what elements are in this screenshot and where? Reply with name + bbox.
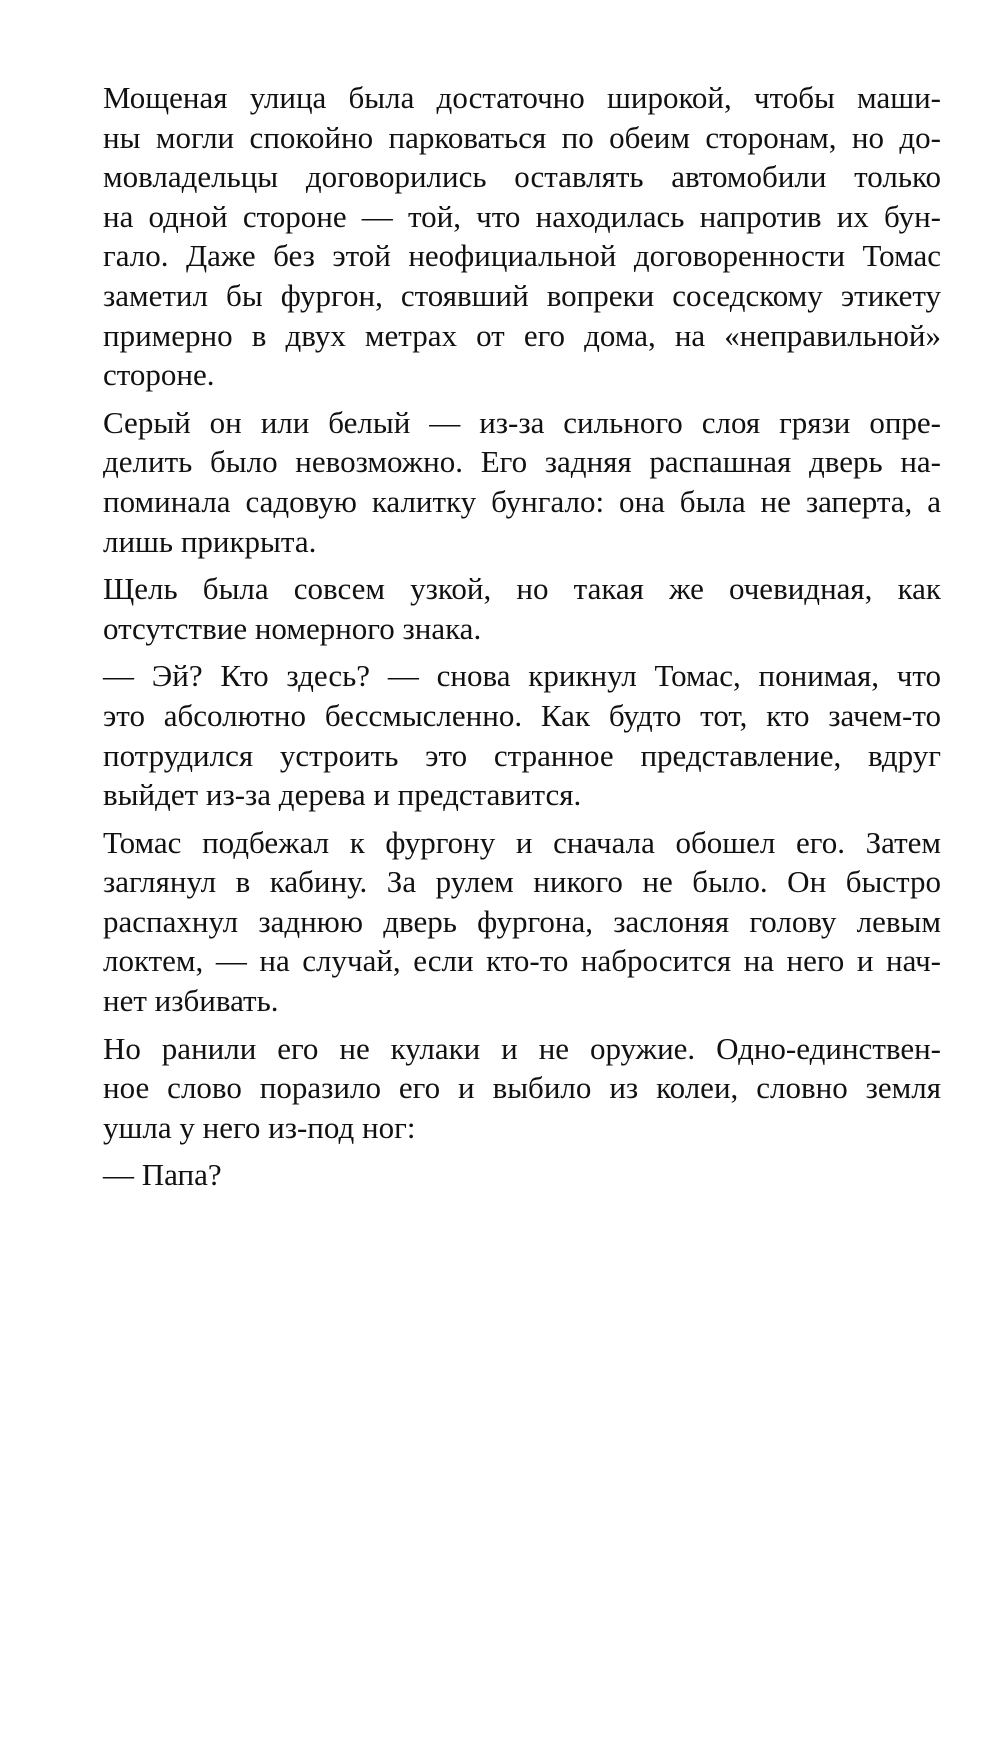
paragraph	[103, 1155, 941, 1195]
text-line: делить было невозможно. Его задняя распашная дверь на-	[103, 444, 941, 480]
text-line: ушла у него из-под ног:	[103, 1109, 416, 1145]
text-line: — Эй? Кто здесь? — снова крикнул Томас, понимая, что	[103, 658, 941, 694]
text-line: локтем, — на случай, если кто-то набросится на него и нач-	[103, 943, 941, 979]
text-line: ны могли спокойно парковаться по обеим сторонам, но до-	[103, 119, 941, 155]
text-line: на одной стороне — той, что находилась напротив их бун-	[103, 198, 941, 234]
paragraph	[103, 823, 941, 1021]
text-line: гало. Даже без этой неофициальной договоренности Томас	[103, 238, 941, 274]
text-line: поминала садовую калитку бунгало: она была не заперта, а	[103, 483, 941, 519]
text-line: Томас подбежал к фургону и сначала обошел его. Затем	[103, 824, 941, 860]
text-line: стороне.	[103, 357, 215, 393]
text-line: заглянул в кабину. За рулем никого не было. Он быстро	[103, 864, 941, 900]
text-line: Щель была совсем узкой, но такая же очевидная, как	[103, 571, 941, 607]
paragraph	[103, 403, 941, 561]
text-line: Серый он или белый — из-за сильного слоя грязи опре-	[103, 404, 941, 440]
text-line: лишь прикрыта.	[103, 523, 317, 559]
text-line: ное слово поразило его и выбило из колеи, словно земля	[103, 1070, 941, 1106]
text-line: мовладельцы договорились оставлять автомобили только	[103, 159, 941, 195]
text-line: примерно в двух метрах от его дома, на «неправильной»	[103, 317, 941, 353]
text-line: нет избивать.	[103, 983, 279, 1019]
text-line: Но ранили его не кулаки и не оружие. Одно-единствен-	[103, 1030, 941, 1066]
text-line: — Папа?	[103, 1157, 222, 1193]
text-line: выйдет из-за дерева и представится.	[103, 777, 582, 813]
text-line: это абсолютно бессмысленно. Как будто тот, кто зачем-то	[103, 697, 941, 733]
text-line: отсутствие номерного знака.	[103, 610, 482, 646]
paragraph	[103, 78, 941, 395]
paragraph	[103, 1029, 941, 1148]
text-line: потрудился устроить это странное представление, вдруг	[103, 737, 941, 773]
text-line: заметил бы фургон, стоявший вопреки соседскому этикету	[103, 277, 941, 313]
text-line: распахнул заднюю дверь фургона, заслоняя голову левым	[103, 903, 941, 939]
text-line: Мощеная улица была достаточно широкой, чтобы маши-	[103, 80, 941, 115]
paragraph	[103, 569, 941, 648]
body-text	[103, 78, 941, 1203]
paragraph	[103, 656, 941, 814]
